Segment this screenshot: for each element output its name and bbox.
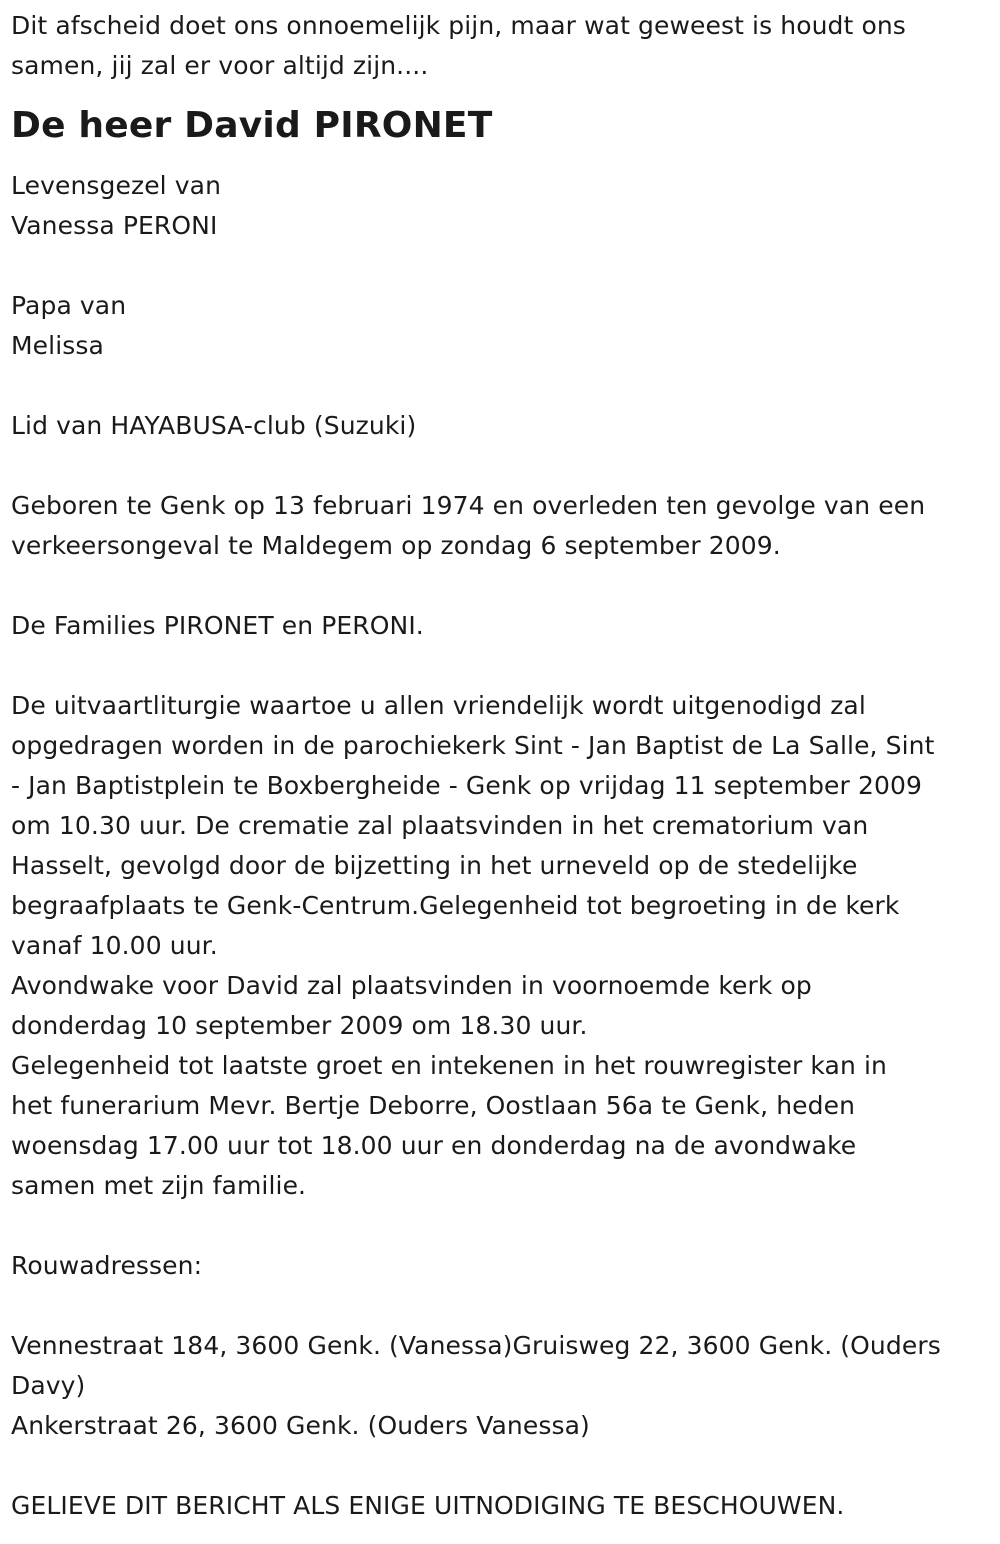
ceremony-line: - Jan Baptistplein te Boxbergheide - Genk op vrijdag 11 september 2009 xyxy=(11,771,922,800)
wake-line: donderdag 10 september 2009 om 18.30 uur. xyxy=(11,1011,588,1040)
closing-notice: GELIEVE DIT BERICHT ALS ENIGE UITNODIGING TE BESCHOUWEN. xyxy=(11,1491,845,1520)
spacer xyxy=(11,1286,989,1326)
ceremony-line: De uitvaartliturgie waartoe u allen vriendelijk wordt uitgenodigd zal xyxy=(11,691,866,720)
child-name: Melissa xyxy=(11,331,104,360)
ceremony-line: Hasselt, gevolgd door de bijzetting in het urneveld op de stedelijke xyxy=(11,851,858,880)
ceremony-line: vanaf 10.00 uur. xyxy=(11,931,218,960)
farewell-line: het funerarium Mevr. Bertje Deborre, Oostlaan 56a te Genk, heden xyxy=(11,1091,856,1120)
spacer xyxy=(11,246,989,286)
birth-death-line: verkeersongeval te Maldegem op zondag 6 september 2009. xyxy=(11,531,781,560)
farewell-line: samen met zijn familie. xyxy=(11,1171,307,1200)
ceremony-line: opgedragen worden in de parochiekerk Sint - Jan Baptist de La Salle, Sint xyxy=(11,731,935,760)
birth-death-line: Geboren te Genk op 13 februari 1974 en overleden ten gevolge van een xyxy=(11,491,926,520)
address-line: Vennestraat 184, 3600 Genk. (Vanessa)Gruisweg 22, 3600 Genk. (Ouders xyxy=(11,1331,941,1360)
intro-line: Dit afscheid doet ons onnoemelijk pijn, maar wat geweest is houdt ons xyxy=(11,11,906,40)
addresses-heading: Rouwadressen: xyxy=(11,1251,203,1280)
wake-line: Avondwake voor David zal plaatsvinden in voornoemde kerk op xyxy=(11,971,812,1000)
families-line: De Families PIRONET en PERONI. xyxy=(11,611,424,640)
address-line: Ankerstraat 26, 3600 Genk. (Ouders Vanessa) xyxy=(11,1411,590,1440)
partner-name: Vanessa PERONI xyxy=(11,211,218,240)
spacer xyxy=(11,1446,989,1486)
parent-label: Papa van xyxy=(11,291,127,320)
deceased-name-title: De heer David PIRONET xyxy=(11,105,493,146)
farewell-line: woensdag 17.00 uur tot 18.00 uur en donderdag na de avondwake xyxy=(11,1131,857,1160)
spacer xyxy=(11,366,989,406)
ceremony-line: begraafplaats te Genk-Centrum.Gelegenheid tot begroeting in de kerk xyxy=(11,891,900,920)
club-membership: Lid van HAYABUSA-club (Suzuki) xyxy=(11,411,417,440)
spacer xyxy=(11,646,989,686)
spacer xyxy=(11,446,989,486)
spacer xyxy=(11,1206,989,1246)
partner-label: Levensgezel van xyxy=(11,171,222,200)
spacer xyxy=(11,566,989,606)
farewell-line: Gelegenheid tot laatste groet en intekenen in het rouwregister kan in xyxy=(11,1051,887,1080)
intro-line: samen, jij zal er voor altijd zijn.... xyxy=(11,51,429,80)
address-line: Davy) xyxy=(11,1371,86,1400)
obituary-notice xyxy=(11,6,989,1526)
ceremony-line: om 10.30 uur. De crematie zal plaatsvinden in het crematorium van xyxy=(11,811,869,840)
